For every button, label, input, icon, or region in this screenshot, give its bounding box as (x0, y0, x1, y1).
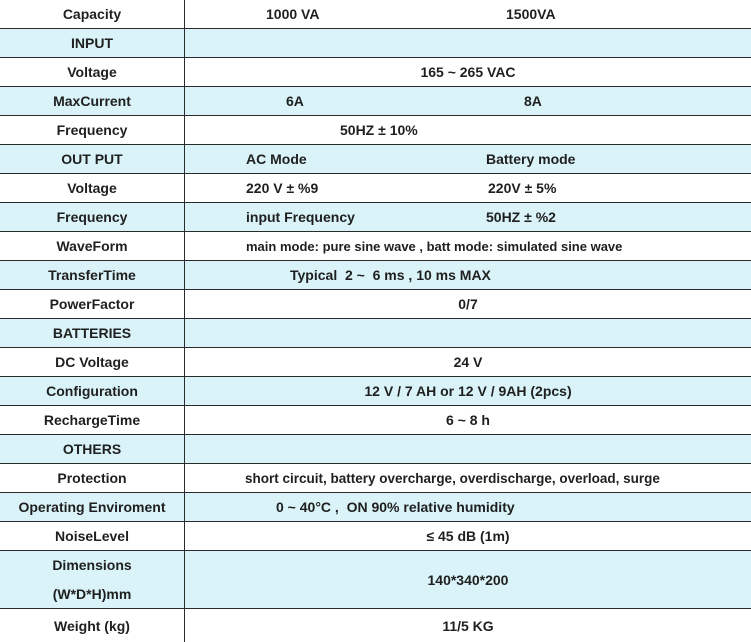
row-recharge-time (0, 406, 751, 435)
row-value: ≤ 45 dB (1m) (426, 528, 510, 544)
row-label: Frequency (56, 209, 128, 225)
column-divider (184, 0, 185, 642)
value-1500va: 8A (524, 93, 542, 109)
row-label: Weight (kg) (54, 617, 130, 634)
row-weight (0, 609, 751, 642)
row-waveform (0, 232, 751, 261)
row-noise-level (0, 522, 751, 551)
row-value: main mode: pure sine wave , batt mode: simulated sine wave (246, 238, 623, 254)
row-label: Voltage (67, 180, 117, 196)
row-label: Frequency (56, 122, 128, 138)
row-value: Typical 2 ~ 6 ms , 10 ms MAX (290, 267, 491, 283)
row-label: WaveForm (56, 238, 128, 254)
row-label: MaxCurrent (53, 93, 131, 109)
row-value: 12 V / 7 AH or 12 V / 9AH (2pcs) (364, 383, 572, 399)
value-1000va: 1000 VA (266, 6, 320, 22)
row-dc-voltage (0, 348, 751, 377)
row-power-factor (0, 290, 751, 319)
value-1500va: 1500VA (506, 6, 556, 22)
row-capacity (0, 0, 751, 29)
section-title: INPUT (71, 35, 113, 51)
section-title: OTHERS (62, 441, 122, 457)
row-value: 11/5 KG (442, 617, 494, 634)
row-value: short circuit, battery overcharge, overdischarge, overload, surge (245, 470, 660, 486)
value-ac-mode: input Frequency (246, 209, 355, 225)
row-configuration (0, 377, 751, 406)
row-label: RechargeTime (43, 412, 141, 428)
row-protection (0, 464, 751, 493)
row-label-line: Dimensions (52, 556, 132, 573)
row-label: Capacity (62, 6, 122, 22)
row-value: 0/7 (458, 296, 478, 312)
section-others (0, 435, 751, 464)
section-input (0, 29, 751, 58)
section-title: BATTERIES (52, 325, 132, 341)
row-value: 6 ~ 8 h (446, 412, 490, 428)
row-dimensions (0, 551, 751, 609)
output-battery-mode-header: Battery mode (486, 151, 576, 167)
row-label: Operating Enviroment (18, 499, 166, 515)
section-title: OUT PUT (61, 151, 123, 167)
output-ac-mode-header: AC Mode (246, 151, 307, 167)
row-value: 140*340*200 (427, 571, 509, 588)
row-value: 50HZ ± 10% (340, 122, 418, 138)
value-ac-mode: 220 V ± %9 (246, 180, 319, 196)
row-label: Configuration (46, 383, 138, 399)
row-max-current (0, 87, 751, 116)
section-output (0, 145, 751, 174)
row-value: 24 V (453, 354, 483, 370)
row-label: Voltage (67, 64, 117, 80)
row-label: DC Voltage (55, 354, 129, 370)
section-batteries (0, 319, 751, 348)
row-label: NoiseLevel (55, 528, 129, 544)
row-transfer-time (0, 261, 751, 290)
value-1000va: 6A (286, 93, 304, 109)
row-input-voltage (0, 58, 751, 87)
row-label: TransferTime (48, 267, 136, 283)
row-value: 165 ~ 265 VAC (420, 64, 516, 80)
row-output-voltage (0, 174, 751, 203)
row-label (0, 551, 184, 608)
row-output-frequency (0, 203, 751, 232)
value-battery-mode: 50HZ ± %2 (486, 209, 556, 225)
value-battery-mode: 220V ± 5% (488, 180, 557, 196)
row-operating-environment (0, 493, 751, 522)
row-label-line: (W*D*H)mm (52, 585, 132, 602)
row-label: PowerFactor (49, 296, 135, 312)
row-label: Protection (57, 470, 127, 486)
row-value: 0 ~ 40°C , ON 90% relative humidity (276, 499, 515, 515)
row-input-frequency (0, 116, 751, 145)
